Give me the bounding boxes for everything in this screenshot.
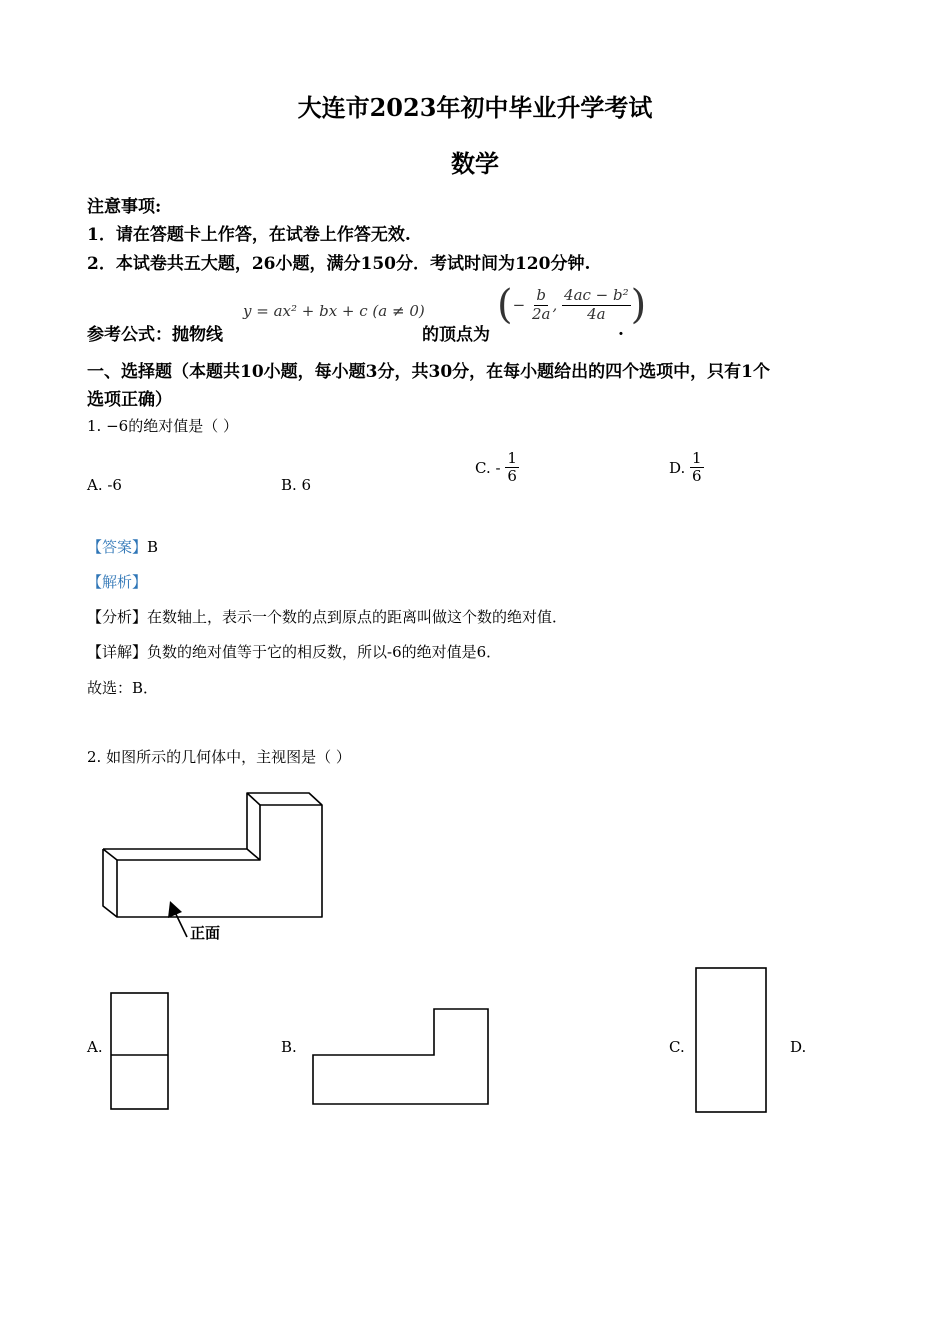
q1-option-b: B. 6 — [281, 476, 312, 494]
parabola-formula: y = ax² + bx + c (a ≠ 0) — [243, 302, 425, 320]
q1-option-c-fraction: $\frac{1}{6}$ — [507, 449, 517, 486]
notes-heading: 注意事项: — [87, 197, 162, 217]
q1-option-d-fraction: $\frac{1}{6}$ — [692, 449, 702, 486]
q1-stem: 1. −6的绝对值是（ ） — [87, 417, 238, 435]
notes-item-2: 2．本试卷共五大题，26小题，满分150分．考试时间为120分钟. — [87, 254, 591, 274]
q1-answer-value: B — [147, 538, 159, 556]
q2-option-b-label: B. — [281, 1038, 297, 1056]
front-label: 正面 — [190, 924, 221, 942]
q1-answer-tag: 【答案】 — [87, 538, 148, 556]
formula-prefix: 参考公式：抛物线 — [87, 325, 223, 345]
notes-item-1: 1．请在答题卡上作答，在试卷上作答无效. — [87, 225, 411, 245]
q2-option-a-label: A. — [87, 1038, 103, 1056]
section1-heading-line2: 选项正确） — [87, 390, 172, 410]
vertex-right-paren: ) — [630, 282, 647, 328]
q1-xiangjie: 【详解】负数的绝对值等于它的相反数，所以-6的绝对值是6． — [87, 643, 502, 661]
formula-middle: 的顶点为 — [422, 325, 490, 345]
vertex-x-fraction: $\frac{b}{2a}$ — [531, 286, 551, 323]
q1-option-c-label: C. - — [475, 458, 501, 477]
subject-title: 数学 — [451, 149, 499, 178]
vertex-minus: − — [512, 296, 526, 314]
q2-stem: 2. 如图所示的几何体中，主视图是（ ） — [87, 748, 351, 766]
vertex-left-paren: ( — [497, 282, 513, 328]
q2-option-c-label: C. — [669, 1038, 685, 1056]
formula-end: . — [618, 320, 624, 340]
q2-option-d-label: D. — [790, 1038, 807, 1056]
q1-conclusion: 故选：B． — [87, 679, 159, 697]
exam-title: 大连市2023年初中毕业升学考试 — [297, 93, 653, 122]
section1-heading-line1: 一、选择题（本题共10小题，每小题3分，共30分，在每小题给出的四个选项中，只有1个 — [87, 362, 770, 382]
vertex-y-fraction: $\frac{\text{4ac − b²}}{4a}$ — [564, 286, 629, 323]
vertex-comma: , — [552, 296, 558, 314]
q1-fenxi: 【分析】在数轴上，表示一个数的点到原点的距离叫做这个数的绝对值． — [87, 608, 568, 626]
q1-option-d-label: D. — [669, 458, 686, 477]
q1-option-a: A. -6 — [87, 476, 122, 494]
q1-analysis-tag: 【解析】 — [87, 573, 148, 591]
